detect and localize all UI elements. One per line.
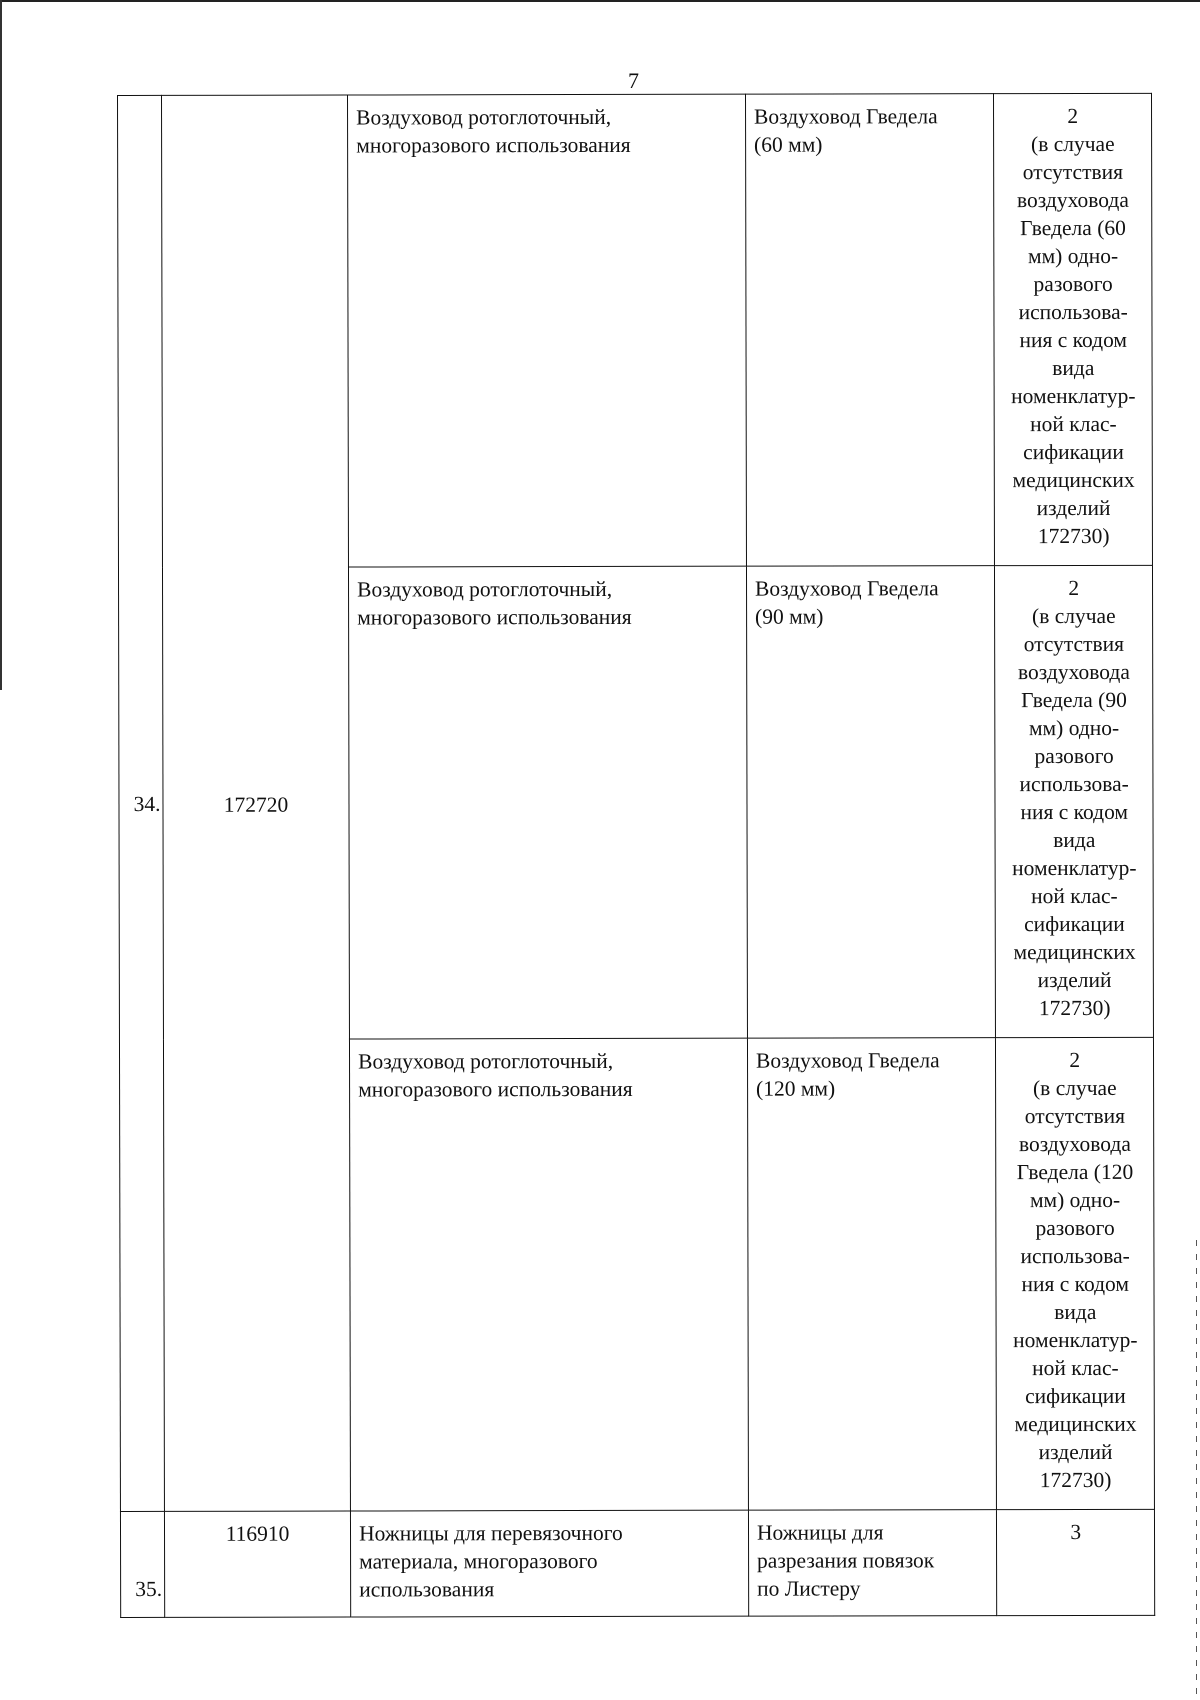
qty-line: ной клас- xyxy=(1032,1355,1119,1381)
device-line: разрезания повязок xyxy=(756,1548,935,1573)
nomenclature-code: 172720 xyxy=(161,95,350,1511)
device-cell xyxy=(746,566,996,1039)
qty-line: Гведела (90 xyxy=(1021,687,1127,713)
device-line: Воздуховод Гведела xyxy=(755,1048,940,1073)
scan-edge-left xyxy=(0,0,2,690)
device-line: (120 мм) xyxy=(755,1076,836,1101)
qty-line: Гведела (60 xyxy=(1020,215,1126,241)
table-row xyxy=(120,1509,1154,1617)
qty-line: отсутствия xyxy=(1024,1103,1126,1129)
qty-line: вида xyxy=(1052,355,1095,381)
quantity-cell xyxy=(994,93,1153,565)
page-number: 7 xyxy=(628,68,639,93)
table-row xyxy=(118,93,1153,567)
item-name-line: материала, многоразового xyxy=(359,1548,598,1574)
qty-line: 3 xyxy=(1070,1519,1082,1545)
qty-line: (в случае xyxy=(1031,603,1116,629)
item-name-cell xyxy=(349,566,748,1039)
qty-line: 172730) xyxy=(1037,523,1110,549)
qty-line: номенклатур- xyxy=(1013,1327,1138,1353)
qty-line: ния с кодом xyxy=(1021,1271,1130,1297)
qty-line: воздуховода xyxy=(1016,187,1129,213)
qty-line: разового xyxy=(1033,271,1113,297)
qty-line: медицинских xyxy=(1012,467,1135,493)
device-line: по Листеру xyxy=(757,1576,861,1601)
qty-line: воздуховода xyxy=(1017,659,1130,685)
qty-line: изделий xyxy=(1038,1439,1113,1465)
device-line: Ножницы для xyxy=(756,1520,884,1545)
quantity-cell xyxy=(997,1509,1155,1615)
qty-line: отсутствия xyxy=(1022,159,1124,185)
quantity-cell xyxy=(995,565,1154,1037)
item-name-line: использования xyxy=(359,1577,495,1602)
qty-line: использова- xyxy=(1018,299,1128,325)
device-line: Воздуховод Гведела xyxy=(754,576,939,601)
qty-line: Гведела (120 xyxy=(1016,1159,1134,1185)
qty-line: мм) одно- xyxy=(1028,715,1120,741)
equipment-table xyxy=(117,93,1155,1618)
qty-line: ной клас- xyxy=(1031,883,1118,909)
row-number: 35. xyxy=(120,1511,164,1617)
row-number: 34. xyxy=(118,95,165,1511)
device-line: Воздуховод Гведела xyxy=(753,104,938,129)
qty-line: отсутствия xyxy=(1023,631,1125,657)
device-line: (90 мм) xyxy=(755,604,824,629)
qty-line: 2 xyxy=(1067,103,1079,129)
qty-line: 172730) xyxy=(1038,995,1111,1021)
item-name-line: Воздуховод ротоглоточный, xyxy=(356,104,612,130)
qty-line: сификации xyxy=(1023,439,1124,465)
item-name-cell xyxy=(351,1510,749,1617)
qty-line: разового xyxy=(1035,1215,1115,1241)
qty-line: медицинских xyxy=(1014,1411,1137,1437)
qty-line: медицинских xyxy=(1013,939,1136,965)
qty-line: мм) одно- xyxy=(1029,1187,1121,1213)
item-name-line: Воздуховод ротоглоточный, xyxy=(357,576,613,602)
item-name-cell xyxy=(348,94,747,567)
qty-line: разового xyxy=(1034,743,1114,769)
item-name-line: многоразового использования xyxy=(356,132,631,158)
qty-line: номенклатур- xyxy=(1011,383,1136,409)
scan-edge-right xyxy=(1196,1240,1197,1700)
qty-line: 2 xyxy=(1068,575,1080,601)
qty-line: сификации xyxy=(1025,1383,1126,1409)
qty-line: 2 xyxy=(1069,1047,1081,1073)
item-name-line: многоразового использования xyxy=(358,1076,633,1102)
qty-line: вида xyxy=(1054,1299,1097,1325)
qty-line: использова- xyxy=(1019,771,1129,797)
qty-line: изделий xyxy=(1036,495,1111,521)
qty-line: ния с кодом xyxy=(1019,327,1128,353)
qty-line: вида xyxy=(1053,827,1096,853)
device-cell xyxy=(747,1038,997,1511)
item-name-line: Воздуховод ротоглоточный, xyxy=(358,1048,614,1074)
item-name-cell xyxy=(350,1038,749,1511)
qty-line: изделий xyxy=(1037,967,1112,993)
qty-line: использова- xyxy=(1020,1243,1130,1269)
item-name-line: Ножницы для перевязочного xyxy=(359,1520,623,1546)
device-cell xyxy=(745,94,995,567)
qty-line: ния с кодом xyxy=(1020,799,1129,825)
qty-line: номенклатур- xyxy=(1012,855,1137,881)
device-cell xyxy=(748,1510,997,1617)
item-name-line: многоразового использования xyxy=(357,604,632,630)
qty-line: мм) одно- xyxy=(1027,243,1119,269)
qty-line: (в случае xyxy=(1031,131,1115,157)
qty-line: воздуховода xyxy=(1018,1131,1131,1157)
qty-line: 172730) xyxy=(1039,1467,1112,1493)
nomenclature-code: 116910 xyxy=(164,1511,350,1617)
scan-edge-top xyxy=(0,0,1200,2)
device-line: (60 мм) xyxy=(754,132,823,157)
quantity-cell xyxy=(996,1037,1155,1509)
qty-line: ной клас- xyxy=(1030,411,1117,437)
qty-line: сификации xyxy=(1024,911,1125,937)
qty-line: (в случае xyxy=(1032,1075,1117,1101)
